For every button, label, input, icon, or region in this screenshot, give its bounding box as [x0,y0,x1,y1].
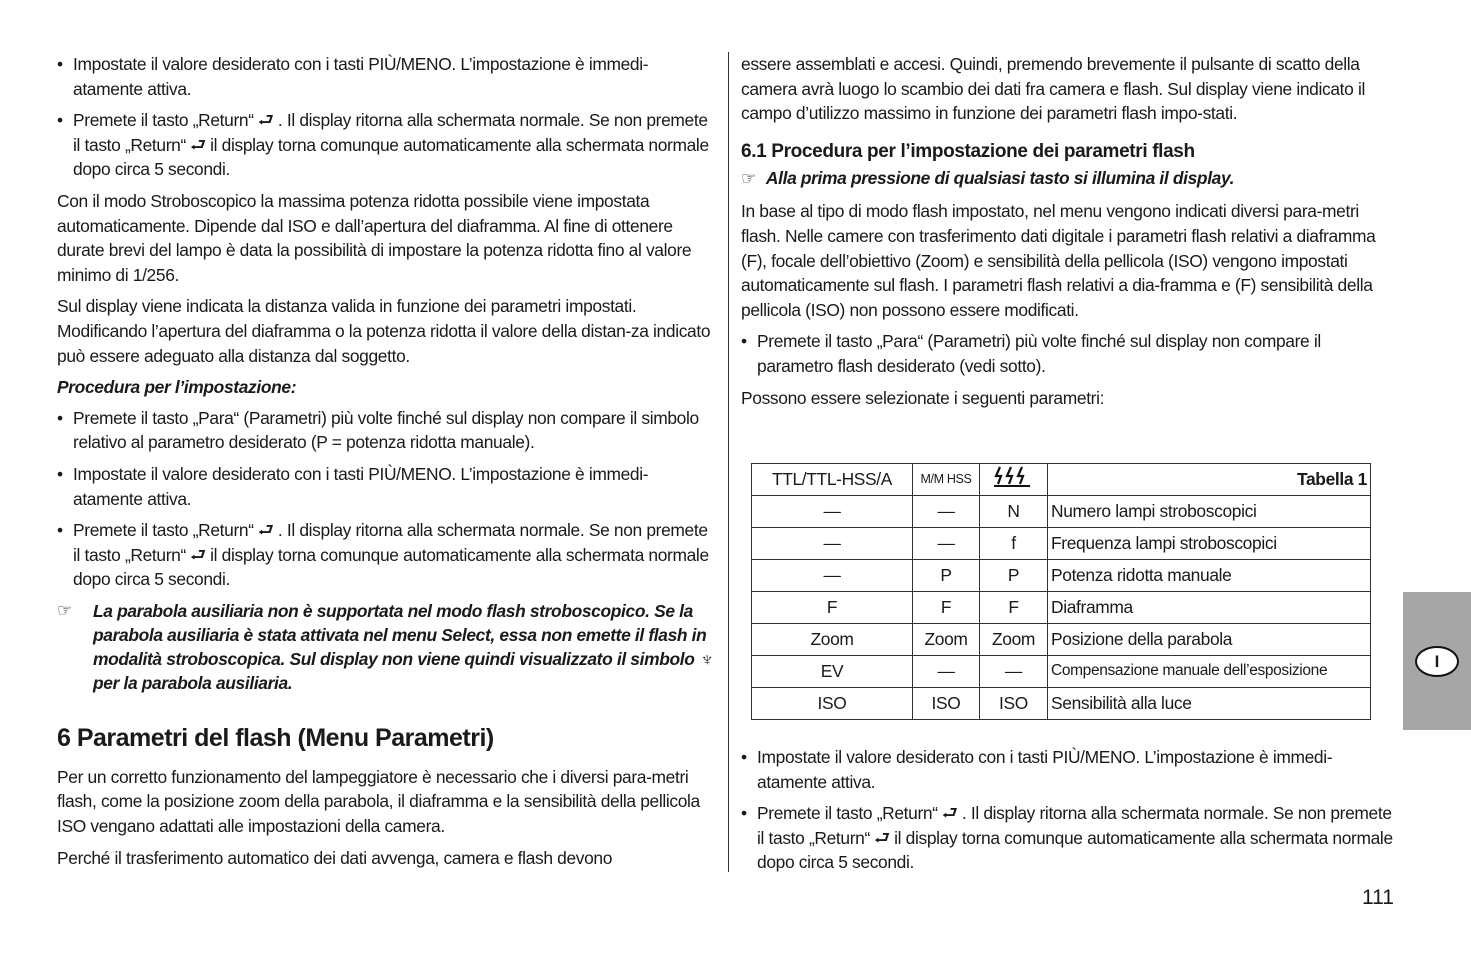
table-cell: Posizione della parabola [1048,624,1371,656]
left-column [57,52,717,877]
list-item-text: Premete il tasto „Return“ [757,803,938,824]
language-tab-marker [1403,592,1471,730]
return-icon: ⮐ [873,827,891,848]
column-divider [728,52,729,872]
table-cell: P [980,560,1048,592]
list-item [57,518,717,592]
table-header-cell: Tabella 1 [1048,464,1371,496]
list-item-text: il display torna comunque automaticamente alla schermata normale dopo circa 5 secondi. [73,544,709,590]
list-item-text: . Il display ritorna alla schermata normale. Se non premete il tasto „Return“ [73,520,708,565]
list-item [741,745,1401,794]
paragraph: Perché il trasferimento automatico dei dati avvenga, camera e flash devono [57,847,613,868]
table-cell: Diaframma [1048,592,1371,624]
right-column-after-table [741,745,1401,882]
table-row [752,592,1371,624]
table-cell: Numero lampi stroboscopici [1048,496,1371,528]
table-cell: Frequenza lampi stroboscopici [1048,528,1371,560]
list-item-text: Premete il tasto „Para“ (Parametri) più volte finché sul display non compare il parametro flash desiderato (vedi sotto). [757,331,1321,376]
table-cell: F [980,592,1048,624]
table-row [752,624,1371,656]
return-icon: ⮐ [941,803,958,824]
list-item-text: . Il display ritorna alla schermata normale. Se non premete il tasto „Return“ [757,803,1392,848]
list-item [57,52,717,101]
return-icon: ⮐ [189,134,207,155]
table-cell: Potenza ridotta manuale [1048,560,1371,592]
table-row [752,560,1371,592]
table-cell: — [752,560,913,592]
table-cell: Compensazione manuale dell’esposizione [1048,656,1371,688]
table-cell: F [913,592,980,624]
table-cell: P [913,560,980,592]
list-item-text: Premete il tasto „Para“ (Parametri) più volte finché sul display non compare il simbolo relativo al parametro desiderato (P = potenza ridotta manuale). [73,407,699,453]
table-header-cell: TTL/TTL-HSS/A [752,464,913,496]
list-item-text: Premete il tasto „Return“ [73,110,254,131]
table-cell: EV [752,656,913,688]
list-item-text: Impostate il valore desiderato con i tasti PIÙ/MENO. L’impostazione è immedi-atamente attiva. [73,463,649,509]
table-row [752,528,1371,560]
paragraph: Possono essere selezionate i seguenti parametri: [741,387,1105,408]
language-tab-label: I [1415,646,1459,677]
pointing-hand-icon: ☞ [741,168,756,188]
return-icon: ⮐ [257,110,274,131]
table-cell: — [752,496,913,528]
paragraph: Per un corretto funzionamento del lampeggiatore è necessario che i diversi para-metri flash, come la posizione zoom della parabola, il diaframma e la sensibilità della pellicola ISO vengano adattati alle impostazioni della camera. [57,766,700,837]
parameters-table [751,463,1371,720]
paragraph: essere assemblati e accesi. Quindi, premendo brevemente il pulsante di scatto della camera avrà luogo lo scambio dei dati fra camera e flash. Sul display viene indicato il campo d’utilizzo massimo in funzione dei parametri flash impo-stati. [741,54,1365,124]
right-column [741,52,1401,417]
list-item [741,329,1401,378]
table-cell: Sensibilità alla luce [1048,688,1371,720]
note-text: Alla prima pressione di qualsiasi tasto si illumina il display. [765,167,1235,188]
table-cell: Zoom [913,624,980,656]
table-cell: — [913,528,980,560]
note [741,166,1401,192]
table-cell: ISO [752,688,913,720]
subheading: Procedura per l’impostazione: [57,377,297,398]
table-cell: — [913,656,980,688]
list-item-text: il display torna comunque automaticamente alla schermata normale dopo circa 5 secondi. [73,134,709,180]
table-cell: Zoom [752,624,913,656]
note-text: La parabola ausiliaria non è supportata nel modo flash stroboscopico. Se la parabola ausiliaria è stata attivata nel menu Select, essa non emette il flash in modalità stroboscopica. Sul display non viene quindi visualizzato il simbolo [93,600,707,669]
page-number: 111 [1362,886,1394,909]
paragraph: Con il modo Stroboscopico la massima potenza ridotta possibile viene impostata automaticamente. Dipende dal ISO e dall’apertura del diaframma. Al fine di ottenere durate brevi del lampo è data la possibilità di impostare la potenza ridotta fino al valore minimo di 1/256. [57,190,692,285]
list-item-text: Premete il tasto „Return“ [73,520,254,541]
table-cell: ISO [980,688,1048,720]
return-icon: ⮐ [257,520,274,541]
table-cell: — [913,496,980,528]
paragraph: Sul display viene indicata la distanza valida in funzione dei parametri impostati. Modificando l’apertura del diaframma o la potenza ridotta il valore della distan-za indicato può essere adeguato alla distanza dal soggetto. [57,296,711,366]
table-row [752,496,1371,528]
table-header-row [752,464,1371,496]
table-row [752,688,1371,720]
table-cell: ISO [913,688,980,720]
table-row [752,656,1371,688]
list-item [57,108,717,182]
table-cell: N [980,496,1048,528]
table-header-cell [980,464,1048,496]
table-cell: — [752,528,913,560]
section-heading: 6 Parametri del flash (Menu Parametri) [57,723,494,752]
paragraph: In base al tipo di modo flash impostato, nel menu vengono indicati diversi para-metri flash. Nelle camere con trasferimento dati digitale i parametri flash relativi a diaframma (F), focale dell’obiettivo (Zoom) e sensibilità della pellicola (ISO) vengono impostati automaticamente sul flash. I parametri flash relativi a dia-framma e (F) sensibilità della pellicola (ISO) non possono essere modificati. [741,201,1376,320]
table-cell: Zoom [980,624,1048,656]
note [57,599,717,695]
table-cell: F [752,592,913,624]
subsection-heading: 6.1 Procedura per l’impostazione dei parametri flash [741,140,1195,162]
list-item-text: il display torna comunque automaticamente alla schermata normale dopo circa 5 secondi. [757,827,1393,873]
list-item [741,801,1401,875]
table-header-cell: M/M HSS [913,464,980,496]
list-item-text: Impostate il valore desiderato con i tasti PIÙ/MENO. L’impostazione è immedi-atamente attiva. [73,54,649,99]
stroboscopic-flash-icon [994,465,1034,487]
list-item [57,406,717,455]
list-item [57,462,717,511]
table-cell: f [980,528,1048,560]
table-cell: — [980,656,1048,688]
note-text: per la parabola ausiliaria. [93,672,293,693]
auxiliary-reflector-icon: ♆ [699,648,712,669]
list-item-text: Impostate il valore desiderato con i tasti PIÙ/MENO. L’impostazione è immedi-atamente attiva. [757,747,1333,792]
return-icon: ⮐ [189,544,207,565]
pointing-hand-icon: ☞ [57,600,72,620]
list-item-text: . Il display ritorna alla schermata normale. Se non premete il tasto „Return“ [73,110,708,155]
